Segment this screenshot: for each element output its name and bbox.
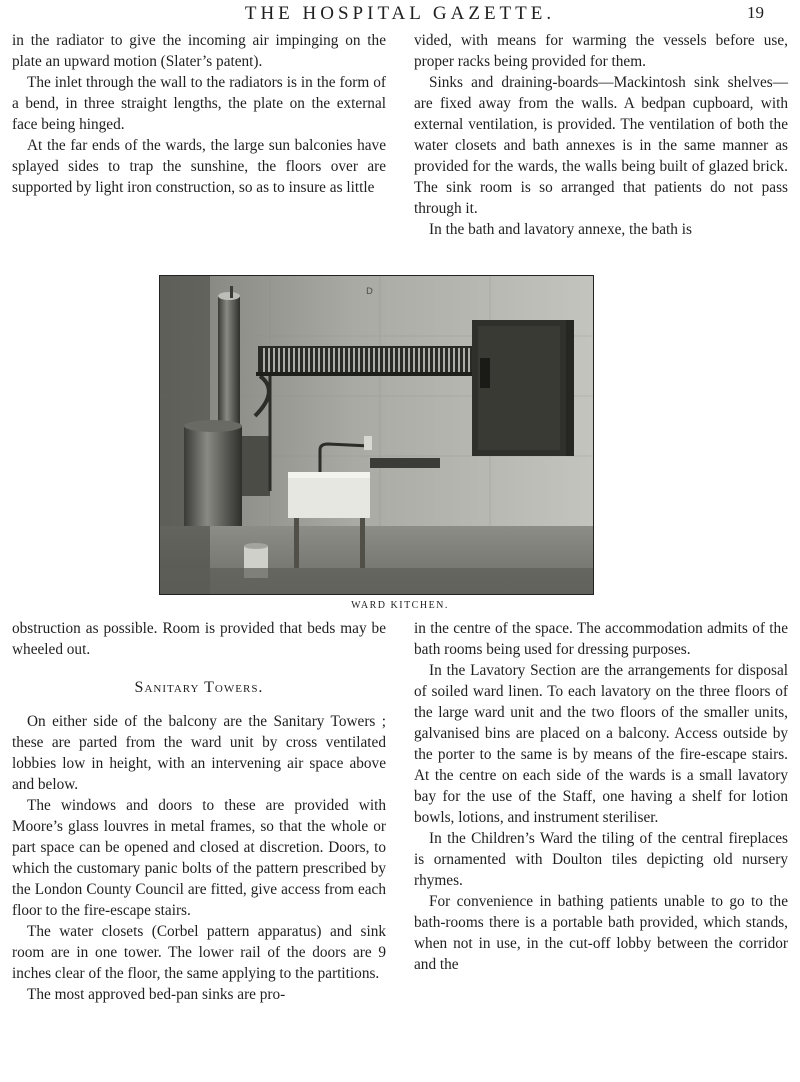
paragraph: The inlet through the wall to the radiators is in the form of a bend, in three straight lengths, the plate on the external face being hinged. [12, 74, 386, 133]
paragraph: At the far ends of the wards, the large sun balconies have splayed sides to trap the sunshine, the floors over are supported by light iron construction, so as to insure as little [12, 137, 386, 196]
paragraph: In the bath and lavatory annexe, the bath is [429, 221, 692, 238]
paragraph: The water closets (Corbel pattern apparatus) and sink room are in one tower. The lower rail of the doors are 9 inches clear of the floor, the same applying to the partitions. [12, 923, 386, 982]
paragraph: In the Lavatory Section are the arrangements for disposal of soiled ward linen. To each lavatory on the three floors of the large ward unit and the two floors of the smaller units, galvanised bins are placed on a balcony. Access outside by the porter to the same is by means of the fire-escape stairs. At the centre on each side of the wards is a small lavatory bay for the use of the Staff, one having a shelf for lotion bowls, lotions, and instrument steriliser. [414, 662, 788, 826]
column-left-top [12, 30, 386, 198]
paragraph: obstruction as possible. Room is provided that beds may be wheeled out. [12, 620, 386, 658]
paragraph: In the Children’s Ward the tiling of the central fireplaces is ornamented with Doulton tiles depicting old nursery rhymes. [414, 830, 788, 889]
column-left-bottom [12, 618, 386, 1005]
svg-text:D: D [366, 287, 373, 297]
paragraph: For convenience in bathing patients unable to go to the bath-rooms there is a portable bath provided, which stands, when not in use, in the cut-off lobby between the corridor and the [414, 893, 788, 973]
page-number: 19 [747, 3, 764, 22]
running-title: THE HOSPITAL GAZETTE. [244, 3, 556, 24]
paragraph: On either side of the balcony are the Sanitary Towers ; these are parted from the ward unit by cross ventilated lobbies low in height, with an intervening air space above and below. [12, 713, 386, 793]
paragraph: The windows and doors to these are provided with Moore’s glass louvres in metal frames, so that the whole or part space can be opened and closed at discretion. Doors, to which the customary panic bolts of the pattern prescribed by the London County Council are fitted, give access from each floor to the fire-escape stairs. [12, 797, 386, 919]
paragraph: in the radiator to give the incoming air impinging on the plate an upward motion (Slater’s patent). [12, 32, 386, 70]
paragraph: vided, with means for warming the vessels before use, proper racks being provided for them. [414, 32, 788, 70]
column-right-top [414, 30, 788, 240]
column-right-bottom [414, 618, 788, 975]
section-heading: Sanitary Towers. [134, 679, 264, 696]
figure-caption: WARD KITCHEN. [351, 600, 449, 611]
ward-kitchen-photograph [159, 275, 594, 595]
paragraph: in the centre of the space. The accommodation admits of the bath rooms being used for dressing purposes. [414, 620, 788, 658]
paragraph: Sinks and draining-boards—Mackintosh sink shelves—are fixed away from the walls. A bedpan cupboard, with external ventilation, is provided. The ventilation of both the water closets and bath annexes is in the same manner as provided for the wards, the walls being built of glazed brick. The sink room is so arranged that patients do not pass through it. [414, 74, 788, 217]
paragraph: The most approved bed-pan sinks are pro- [27, 986, 286, 1003]
page-header [0, 0, 800, 30]
